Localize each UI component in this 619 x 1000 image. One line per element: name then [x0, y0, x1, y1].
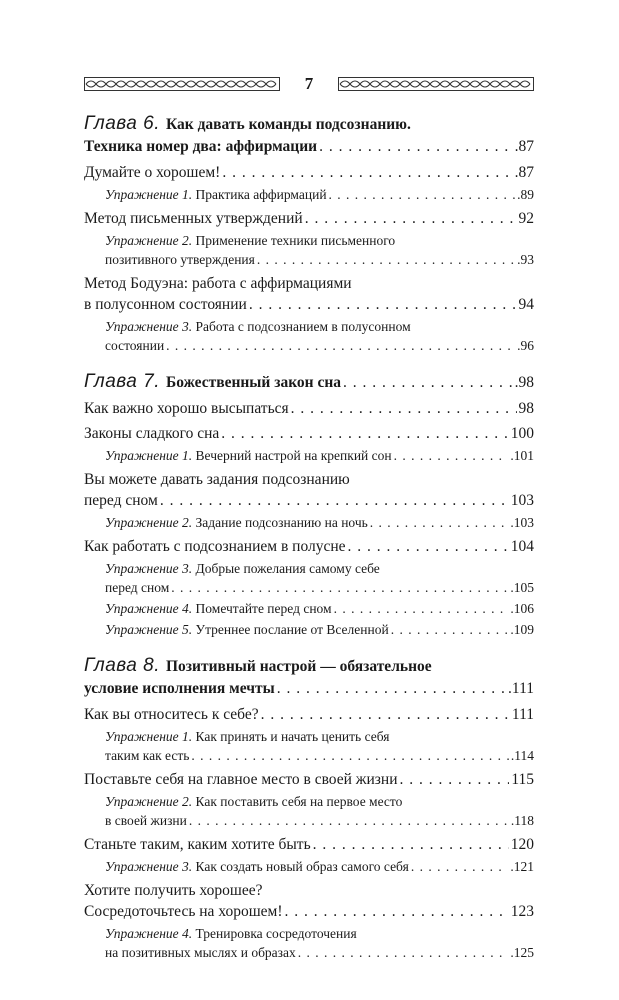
- exercise-entry: Упражнение 2. Применение техники письменного: [105, 233, 396, 248]
- exercise-entry: Упражнение 1. Как принять и начать ценить себя: [105, 729, 390, 744]
- chapter-8-title-line2: условие исполнения мечты . . . .111: [84, 678, 534, 700]
- chapter-6-title-line2: Техника номер два: аффирмации . . . .87: [84, 136, 534, 158]
- section-entry: Как важно хорошо высыпаться . . . 98: [84, 398, 534, 419]
- exercise-entry: Упражнение 3. Работа с подсознанием в полусонном: [105, 319, 411, 334]
- chapter-8-label: Глава 8.: [84, 655, 160, 676]
- exercise-entry-cont: позитивного утверждения . . . .93: [84, 250, 534, 269]
- section-entry-cont: перед сном . . . 103: [84, 490, 534, 511]
- section-entry: Как работать с подсознанием в полусне . . . 104: [84, 536, 534, 557]
- section-entry: Вы можете давать задания подсознанию: [84, 471, 350, 488]
- chapter-7-title: Глава 7. Божественный закон сна . . . .98: [84, 371, 534, 394]
- exercise-entry: Упражнение 5. Утреннее послание от Вселенной . . . .109: [84, 620, 534, 639]
- exercise-entry-cont: в своей жизни . . . .118: [84, 811, 534, 830]
- section-entry: Метод письменных утверждений . . . 92: [84, 208, 534, 229]
- exercise-entry: Упражнение 3. Как создать новый образ самого себя . . . .121: [84, 857, 534, 876]
- exercise-entry: Упражнение 1. Вечерний настрой на крепкий сон . . . .101: [84, 446, 534, 465]
- section-entry: Метод Бодуэна: работа с аффирмациями: [84, 275, 352, 292]
- chapter-6-title: Глава 6. Как давать команды подсознанию.: [84, 113, 411, 134]
- exercise-entry-cont: перед сном . . . .105: [84, 578, 534, 597]
- ornament-left: [84, 77, 280, 91]
- section-entry-cont: Сосредоточьтесь на хорошем! . . . 123: [84, 901, 534, 922]
- exercise-entry: Упражнение 2. Как поставить себя на первое место: [105, 794, 403, 809]
- section-entry: Хотите получить хорошее?: [84, 882, 263, 899]
- chapter-6: [84, 113, 534, 355]
- exercise-entry-cont: таким как есть . . . .114: [84, 746, 534, 765]
- exercise-entry: Упражнение 2. Задание подсознанию на ночь . . . .103: [84, 513, 534, 532]
- section-entry: Поставьте себя на главное место в своей жизни . . . 115: [84, 769, 534, 790]
- page-ref: .87: [514, 138, 534, 155]
- chapter-8-title: Глава 8. Позитивный настрой — обязательное: [84, 655, 432, 676]
- exercise-entry: Упражнение 3. Добрые пожелания самому себе: [105, 561, 380, 576]
- ornament-right: [338, 77, 534, 91]
- chapter-7: [84, 371, 534, 639]
- chapter-7-label: Глава 7.: [84, 371, 160, 392]
- chapter-8: [84, 655, 534, 962]
- chapter-6-label: Глава 6.: [84, 113, 160, 134]
- section-entry: Как вы относитесь к себе? . . . 111: [84, 704, 534, 725]
- page-number: 7: [304, 74, 314, 93]
- exercise-entry: Упражнение 4. Помечтайте перед сном . . . .106: [84, 599, 534, 618]
- exercise-entry: Упражнение 4. Тренировка сосредоточения: [105, 926, 357, 941]
- exercise-entry: Упражнение 1. Практика аффирмаций . . . .89: [84, 185, 534, 204]
- exercise-entry-cont: состоянии . . . .96: [84, 336, 534, 355]
- section-entry: Законы сладкого сна . . . 100: [84, 423, 534, 444]
- section-entry: Станьте таким, каким хотите быть . . . 120: [84, 834, 534, 855]
- section-entry-cont: в полусонном состоянии . . . 94: [84, 294, 534, 315]
- exercise-entry-cont: на позитивных мыслях и образах . . . .125: [84, 943, 534, 962]
- page-header: [84, 72, 534, 96]
- table-of-contents: [84, 113, 534, 978]
- section-entry: Думайте о хорошем! . . . .87: [84, 162, 534, 183]
